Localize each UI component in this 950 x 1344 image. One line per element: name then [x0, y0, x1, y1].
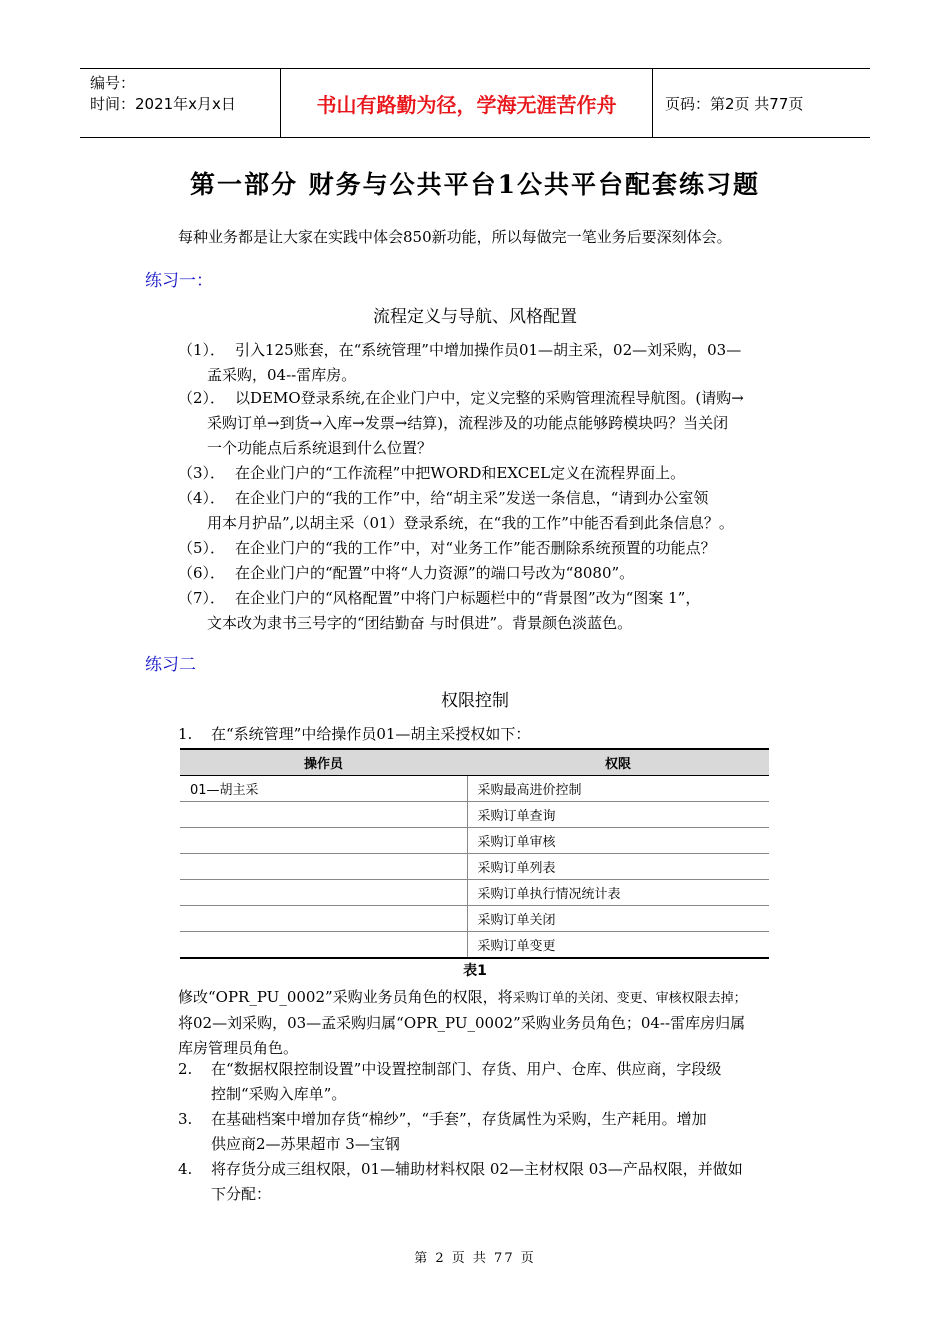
operator-cell: 01—胡主采: [180, 776, 467, 802]
paragraph-line: [178, 985, 828, 1011]
item-line: 孟采购，04--雷库房。: [207, 366, 357, 384]
paragraph-line-part: 修改“OPR_PU_0002”采购业务员角色的权限，将: [178, 988, 513, 1006]
operator-cell: [180, 906, 467, 932]
exercise2-paragraph: [178, 985, 828, 1061]
table-caption: 表1: [463, 963, 487, 979]
table-row: [180, 854, 769, 880]
operator-cell: [180, 828, 467, 854]
item-number: （2）．: [178, 389, 226, 407]
item-line: 在“数据权限控制设置”中设置控制部门、存货、用户、仓库、供应商，字段级: [211, 1060, 722, 1078]
permission-cell: 采购订单列表: [467, 854, 769, 880]
item-number: （6）．: [178, 564, 226, 582]
item-line: 采购订单→到货→入库→发票→结算)，流程涉及的功能点能够跨模块吗？当关闭: [207, 414, 729, 432]
permission-cell: 采购订单审核: [467, 828, 769, 854]
item-line: 以DEMO登录系统,在企业门户中，定义完整的采购管理流程导航图。(请购→: [235, 389, 744, 407]
column-header: 操作员: [180, 749, 467, 776]
intro-text: 每种业务都是让大家在实践中体会850新功能，所以每做完一笔业务后要深刻体会。: [178, 228, 732, 246]
exercise1-item: [178, 461, 818, 486]
table-header-row: [180, 749, 769, 776]
exercise1-item: [178, 386, 818, 461]
permission-cell: 采购订单查询: [467, 802, 769, 828]
exercise1-item: [178, 561, 818, 586]
permission-cell: 采购订单执行情况统计表: [467, 880, 769, 906]
exercise2-item: [178, 722, 818, 747]
item-line: 在基础档案中增加存货“棉纱”，“手套”，存货属性为采购，生产耗用。增加: [211, 1110, 707, 1128]
operator-cell: [180, 854, 467, 880]
number-label: 编号：: [90, 74, 136, 92]
header-motto: 书山有路勤为径，学海无涯苦作舟: [280, 69, 653, 137]
item-number: （4）．: [178, 489, 226, 507]
item-line: 在企业门户的“我的工作”中，给“胡主采”发送一条信息，“请到办公室领: [235, 489, 709, 507]
permission-cell: 采购订单关闭: [467, 906, 769, 932]
table-row: [180, 828, 769, 854]
item-number: 1.: [178, 725, 193, 743]
item-number: 4.: [178, 1160, 193, 1178]
page-header: [80, 68, 870, 138]
exercise2-section-title: 权限控制: [441, 691, 509, 711]
item-line: 下分配：: [211, 1185, 272, 1203]
table-row: [180, 932, 769, 959]
column-header: 权限: [467, 749, 769, 776]
item-line: 在企业门户的“配置”中将“人力资源”的端口号改为“8080”。: [235, 564, 635, 582]
table-row: [180, 802, 769, 828]
item-line: 供应商2—苏果超市 3—宝钢: [211, 1135, 400, 1153]
permission-table: [180, 748, 769, 959]
item-number: 3.: [178, 1110, 193, 1128]
header-page-info: 页码：第2页 共77页: [665, 94, 804, 113]
operator-cell: [180, 880, 467, 906]
item-number: 2.: [178, 1060, 193, 1078]
header-meta: [80, 69, 280, 137]
item-line: 引入125账套，在“系统管理”中增加操作员01—胡主采，02—刘采购，03—: [235, 341, 742, 359]
item-number: （1）．: [178, 341, 226, 359]
exercise1-section-title: 流程定义与导航、风格配置: [373, 307, 577, 327]
exercise1-item: [178, 586, 818, 636]
exercise2-item: [178, 1057, 818, 1107]
exercise2-heading: 练习二: [145, 655, 196, 675]
paragraph-line: 库房管理员角色。: [178, 1039, 299, 1057]
exercise2-item: [178, 1107, 818, 1157]
exercise1-heading: 练习一：: [145, 271, 213, 291]
exercise1-item: [178, 338, 818, 388]
table-row: [180, 880, 769, 906]
table-row: [180, 906, 769, 932]
item-line: 在企业门户的“我的工作”中，对“业务工作”能否删除系统预置的功能点？: [235, 539, 716, 557]
time-label: 时间：2021年x月x日: [90, 95, 236, 113]
paragraph-line-part: 采购订单的关闭、变更、审核权限去掉；: [512, 991, 747, 1006]
item-number: （3）．: [178, 464, 226, 482]
item-line: 在企业门户的“工作流程”中把WORD和EXCEL定义在流程界面上。: [235, 464, 686, 482]
item-line: 将存货分成三组权限，01—辅助材料权限 02—主材权限 03—产品权限，并做如: [211, 1160, 743, 1178]
permission-cell: 采购最高进价控制: [467, 776, 769, 802]
item-line: 文本改为隶书三号字的“团结勤奋 与时俱进”。背景颜色淡蓝色。: [207, 614, 633, 632]
table-row: [180, 776, 769, 802]
operator-cell: [180, 802, 467, 828]
exercise1-item: [178, 536, 818, 561]
item-number: （7）．: [178, 589, 226, 607]
exercise1-item: [178, 486, 818, 536]
item-line: 在“系统管理”中给操作员01—胡主采授权如下：: [211, 725, 531, 743]
item-line: 控制“采购入库单”。: [211, 1085, 347, 1103]
item-line: 一个功能点后系统退到什么位置？: [207, 439, 433, 457]
item-line: 在企业门户的“风格配置”中将门户标题栏中的“背景图”改为“图案 1”，: [235, 589, 701, 607]
item-line: 用本月护品”,以胡主采（01）登录系统，在“我的工作”中能否看到此条信息？。: [207, 514, 734, 532]
page-footer: 第 2 页 共 77 页: [414, 1251, 536, 1266]
item-number: （5）．: [178, 539, 226, 557]
operator-cell: [180, 932, 467, 959]
permission-cell: 采购订单变更: [467, 932, 769, 959]
paragraph-line: 将02—刘采购，03—孟采购归属“OPR_PU_0002”采购业务员角色；04--雷库房归属: [178, 1014, 746, 1032]
exercise2-item: [178, 1157, 818, 1207]
document-title: 第一部分 财务与公共平台1公共平台配套练习题: [189, 170, 761, 199]
